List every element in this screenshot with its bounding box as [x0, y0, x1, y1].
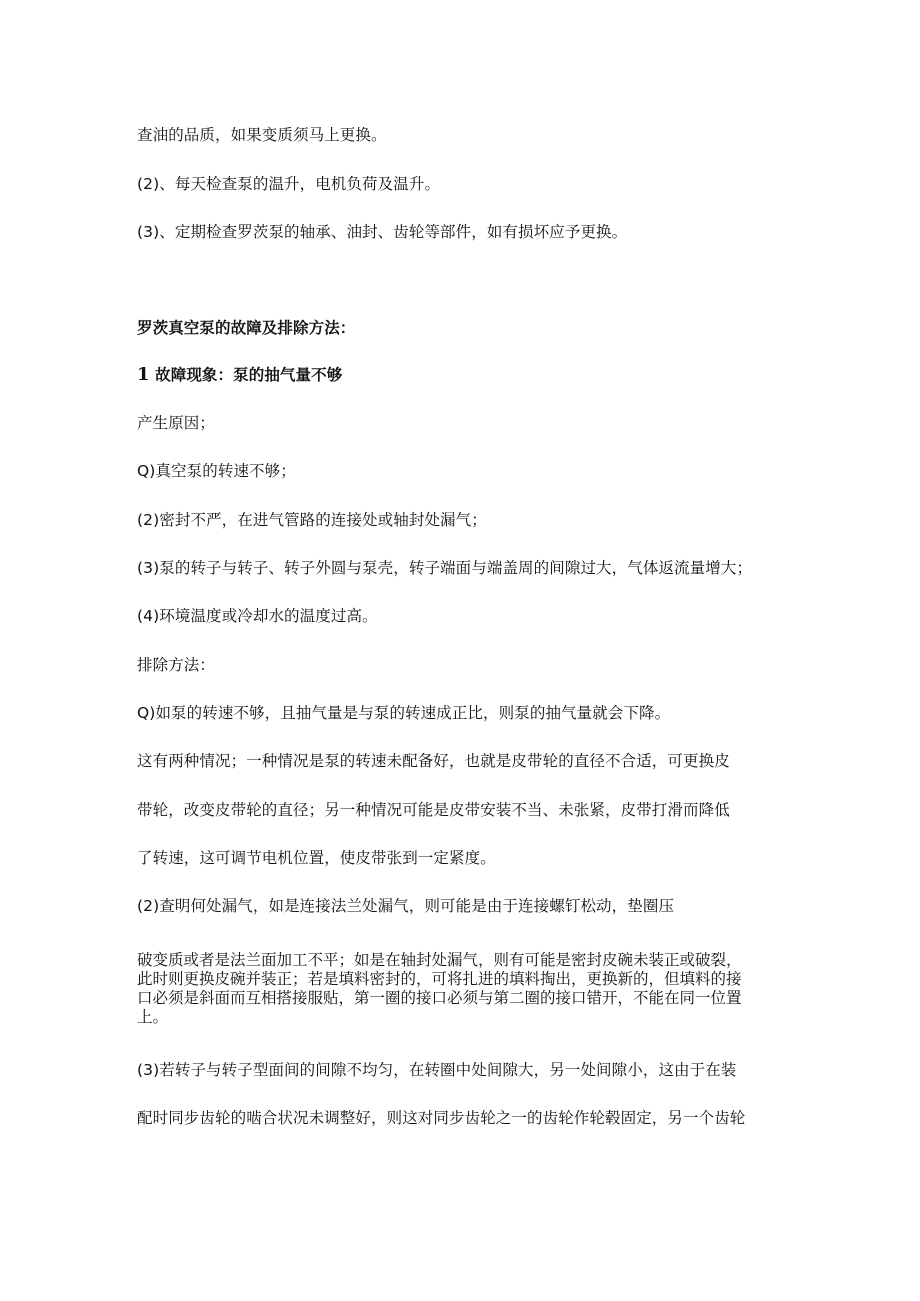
cause-item-2: (2)密封不严，在进气管路的连接处或轴封处漏气； [137, 511, 487, 529]
solution-paragraph-line-1: 这有两种情况；一种情况是泵的转速未配备好，也就是皮带轮的直径不合适，可更换皮 [137, 752, 730, 770]
solution-label: 排除方法： [137, 656, 216, 674]
paragraph-oil-quality: 查油的品质，如果变质须马上更换。 [137, 126, 387, 144]
paragraph-daily-check: (2)、每天检查泵的温升，电机负荷及温升。 [137, 175, 441, 193]
section-heading: 罗茨真空泵的故障及排除方法： [137, 319, 356, 337]
fault-heading-text: 故障现象：泵的抽气量不够 [155, 366, 343, 384]
leak-detail-line-2: 此时则更换皮碗并装正；若是填料密封的，可将扎进的填料掏出，更换新的，但填料的接 [137, 970, 742, 988]
fault-heading-number: 1 [137, 364, 150, 385]
cause-item-1: Q)真空泵的转速不够； [137, 462, 296, 480]
leak-detail-paragraph [137, 951, 797, 1027]
cause-label: 产生原因； [137, 414, 216, 432]
cause-item-3: (3)泵的转子与转子、转子外圆与泵壳，转子端面与端盖周的间隙过大，气体返流量增大； [137, 559, 753, 577]
solution-item-3-line-1: (3)若转子与转子型面间的间隙不均匀，在转圈中处间隙大，另一处间隙小，这由于在装 [137, 1061, 737, 1079]
solution-item-1: Q)如泵的转速不够，且抽气量是与泵的转速成正比，则泵的抽气量就会下降。 [137, 704, 671, 722]
leak-detail-line-4: 上。 [137, 1008, 169, 1026]
leak-detail-line-1: 破变质或者是法兰面加工不平；如是在轴封处漏气，则有可能是密封皮碗未装正或破裂， [137, 951, 742, 969]
solution-item-2: (2)查明何处漏气，如是连接法兰处漏气，则可能是由于连接螺钉松动，垫圈压 [137, 897, 675, 915]
fault-heading [137, 365, 342, 385]
cause-item-4: (4)环境温度或冷却水的温度过高。 [137, 607, 378, 625]
leak-detail-line-3: 口必须是斜面而互相搭接服贴，第一圈的接口必须与第二圈的接口错开，不能在同一位置 [137, 989, 742, 1007]
paragraph-periodic-check: (3)、定期检查罗茨泵的轴承、油封、齿轮等部件，如有损坏应予更换。 [137, 223, 628, 241]
solution-item-3-line-2: 配时同步齿轮的啮合状况未调整好，则这对同步齿轮之一的齿轮作轮毂固定，另一个齿轮 [137, 1109, 746, 1127]
solution-paragraph-line-3: 了转速，这可调节电机位置，使皮带张到一定紧度。 [137, 849, 496, 867]
solution-paragraph-line-2: 带轮，改变皮带轮的直径；另一种情况可能是皮带安装不当、未张紧，皮带打滑而降低 [137, 801, 730, 819]
